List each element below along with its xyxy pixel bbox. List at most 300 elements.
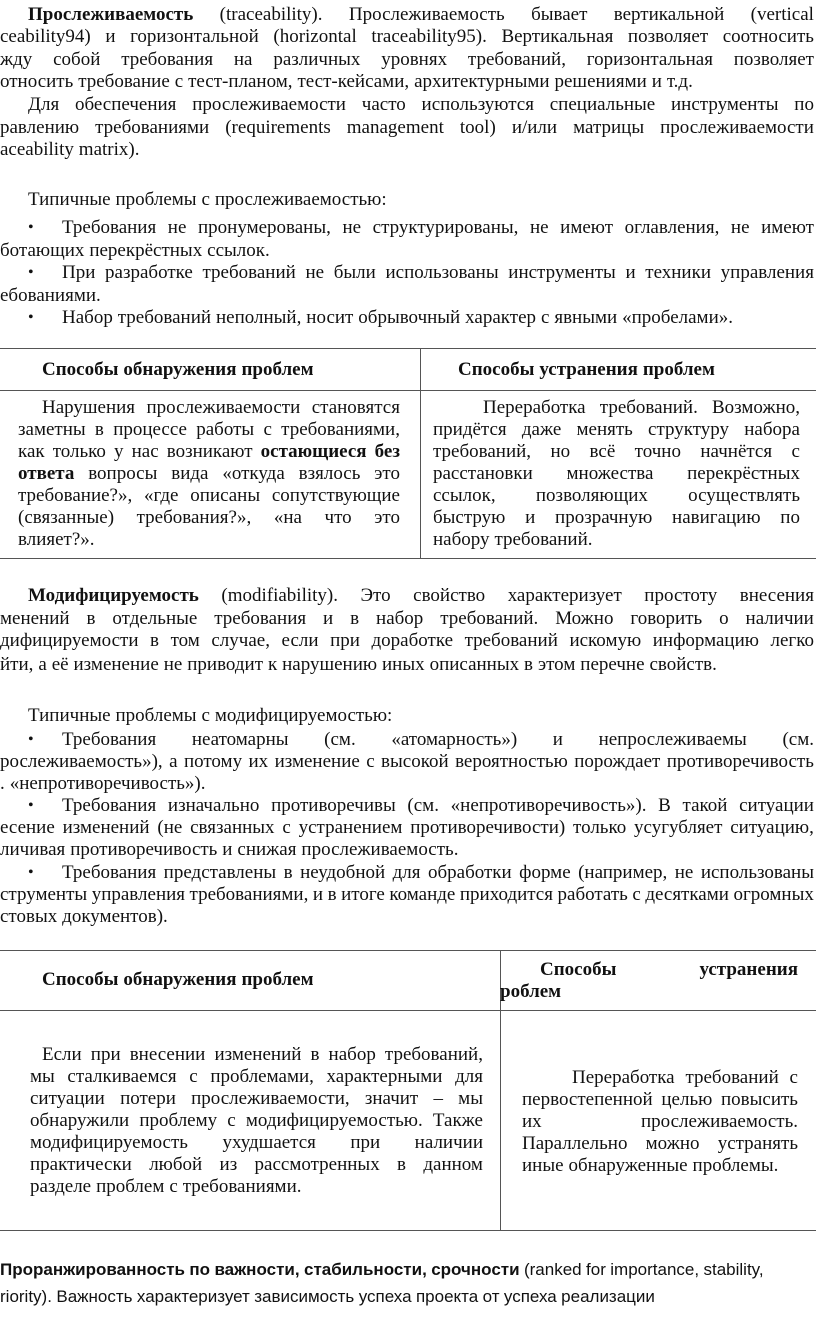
word: целью: [661, 1089, 713, 1110]
word: проблему: [139, 1110, 218, 1131]
word: с: [201, 189, 210, 210]
word: «непротиворечивость»).: [9, 773, 206, 794]
word: Проранжированность: [0, 1260, 185, 1279]
word: техники: [645, 262, 711, 283]
word: прослеживаемость.: [301, 839, 459, 860]
word: высокой: [381, 751, 449, 772]
word: проекта: [415, 1287, 479, 1306]
word: aceability: [0, 139, 74, 160]
word: в: [327, 884, 337, 905]
word: Типичные: [28, 705, 111, 726]
word: придётся: [433, 419, 507, 440]
word: йти,: [0, 654, 34, 675]
word: инструменты: [508, 262, 616, 283]
word: характеризует: [507, 585, 622, 606]
word: том: [170, 630, 200, 651]
word: итоге: [341, 884, 385, 905]
word: Можно: [555, 608, 614, 629]
t1-left-line: [18, 507, 400, 529]
word: что: [324, 507, 352, 528]
b2-line: [0, 839, 463, 861]
p1-line: [28, 4, 814, 26]
t1-right-line: [433, 485, 800, 507]
word: успеха: [503, 1287, 557, 1306]
word: Важность: [56, 1287, 133, 1306]
word: требований: [464, 630, 558, 651]
word: обнаруженные: [568, 1155, 688, 1176]
word: рассмотренных: [254, 1154, 380, 1175]
b2-line: [0, 817, 814, 839]
word: личивая: [0, 839, 66, 860]
word: менений: [0, 608, 70, 629]
word: Также: [432, 1110, 483, 1131]
word: проблем: [642, 359, 715, 380]
word: обработки: [427, 862, 512, 883]
word: требований: [117, 307, 212, 328]
word: тест-кейсами,: [297, 71, 410, 92]
word: пронумерованы,: [197, 217, 331, 238]
word: собой: [53, 49, 101, 70]
b1-line: [0, 285, 106, 307]
word: вероятностью: [455, 751, 568, 772]
word: ситуации: [30, 1088, 105, 1109]
word: приводит: [187, 654, 264, 675]
word: Прослеживаемость: [348, 4, 505, 25]
word: сопутствующие: [271, 485, 400, 506]
word: с: [169, 1176, 178, 1197]
word: (traceability).: [219, 4, 323, 25]
word: остающиеся: [260, 441, 367, 462]
table2-top-border: [0, 950, 816, 951]
word: модифицируемостью.: [245, 1110, 423, 1131]
word: снижая: [237, 839, 297, 860]
word: требований.: [440, 608, 539, 629]
word: вида: [171, 463, 209, 484]
word: к: [267, 654, 278, 675]
bullet-icon: •: [28, 797, 34, 814]
word: и: [625, 262, 636, 283]
word: такой: [682, 795, 728, 816]
word: ссылок.: [207, 240, 270, 261]
b1-line: [62, 262, 814, 284]
p3-line: [0, 630, 814, 652]
word: говорить: [630, 608, 703, 629]
word: равлению: [0, 117, 80, 138]
word: порождает: [574, 751, 661, 772]
word: описаны: [190, 485, 261, 506]
word: (связанные): [18, 507, 115, 528]
word: неатомарны: [191, 729, 289, 750]
word: по: [780, 507, 800, 528]
word: с: [540, 307, 550, 328]
word: непрослеживаемы: [598, 729, 747, 750]
p2-line: [0, 139, 144, 161]
word: требования: [121, 49, 214, 70]
table1-bottom-border: [0, 558, 816, 559]
word: потому: [183, 751, 243, 772]
word: при: [330, 630, 360, 651]
word: «где: [144, 485, 179, 506]
word: сталкиваемся: [67, 1066, 177, 1087]
t2-left-line: [30, 1066, 483, 1088]
word: в: [350, 608, 360, 629]
word: требований,: [467, 49, 566, 70]
word: из: [219, 1154, 238, 1175]
word: for: [586, 1260, 606, 1279]
word: (см.: [324, 729, 356, 750]
word: для: [392, 862, 421, 883]
word: Если: [42, 1044, 82, 1065]
word: Способы: [458, 359, 535, 380]
word: т.д.: [666, 71, 693, 92]
word: обрывочный: [358, 307, 461, 328]
b1-line: [0, 240, 275, 262]
t2-right-line: [522, 1155, 783, 1177]
word: не: [529, 217, 549, 238]
p4-line: [0, 1259, 768, 1281]
word: требования: [214, 608, 307, 629]
word: с: [282, 817, 291, 838]
word: у: [114, 441, 124, 462]
word: требований: [685, 1067, 779, 1088]
p1-line: [0, 26, 814, 48]
word: прослеживаемости: [146, 397, 301, 418]
t1-left-line: [42, 397, 400, 419]
word: есение: [0, 817, 55, 838]
t2-left-line: [30, 1154, 483, 1176]
bullet-icon: •: [28, 864, 34, 881]
word: быструю: [433, 507, 506, 528]
word: стовых: [0, 906, 58, 927]
word: отдельные: [112, 608, 198, 629]
word: –: [433, 1088, 443, 1109]
word: ссылок,: [433, 485, 496, 506]
word: traceability95).: [371, 26, 487, 47]
word: Это: [360, 585, 391, 606]
word: начнётся: [700, 441, 773, 462]
word: даже: [521, 419, 562, 440]
word: и: [312, 884, 324, 905]
word: «непротиворечивость»).: [450, 795, 647, 816]
word: это: [374, 507, 400, 528]
word: проблем: [241, 969, 314, 990]
word: процессе: [113, 419, 187, 440]
word: это: [374, 463, 400, 484]
word: успеха: [358, 1287, 412, 1306]
word: иных: [382, 654, 425, 675]
t2-right-line: [522, 1111, 798, 1133]
word: Способы: [42, 969, 119, 990]
word: архитектурными: [414, 71, 550, 92]
word: не: [674, 862, 694, 883]
word: позволяющих: [535, 485, 648, 506]
b2-line: [0, 773, 210, 795]
t1-head-line: [42, 359, 318, 381]
word: можно: [645, 1133, 700, 1154]
word: разработке: [105, 262, 193, 283]
word: представлены: [163, 862, 277, 883]
word: изначально: [167, 795, 260, 816]
t2-left-line: [30, 1176, 306, 1198]
word: устранением: [298, 817, 403, 838]
word: (например,: [578, 862, 668, 883]
word: ситуацию,: [730, 817, 814, 838]
word: требованиями: [95, 117, 210, 138]
word: в: [524, 654, 534, 675]
word: данном: [423, 1154, 483, 1175]
word: десятками: [645, 884, 729, 905]
table2-header-border: [0, 1010, 816, 1011]
word: «атомарность»): [391, 729, 518, 750]
word: с: [189, 1066, 198, 1087]
b2-line: [0, 751, 814, 773]
table1-column-divider: [420, 348, 421, 558]
word: использованы: [385, 262, 499, 283]
b1-line: [62, 217, 814, 239]
b2-line: [0, 884, 814, 906]
word: management: [346, 117, 444, 138]
p3-line: [0, 654, 722, 676]
word: свойств.: [649, 654, 717, 675]
word: вертикальной: [613, 4, 725, 25]
word: с: [227, 1110, 236, 1131]
word: устранения: [699, 959, 798, 980]
b2-line: [0, 906, 173, 928]
word: структуру: [648, 419, 730, 440]
table1-header-border: [0, 390, 816, 391]
table2-bottom-border: [0, 1230, 816, 1231]
word: для: [455, 1066, 483, 1087]
word: matrix).: [78, 139, 140, 160]
t2-head-right-line: [540, 959, 798, 981]
word: управления: [720, 262, 814, 283]
word: зависимость: [254, 1287, 355, 1306]
word: требованиями.: [182, 1176, 302, 1197]
word: прослеживаемость.: [640, 1111, 798, 1132]
word: изменений: [214, 1044, 302, 1065]
word: носит: [306, 307, 354, 328]
word: потери: [120, 1088, 176, 1109]
word: не: [163, 654, 183, 675]
word: требование: [78, 71, 170, 92]
word: importance,: [610, 1260, 700, 1279]
word: этом: [537, 654, 576, 675]
word: огромных: [733, 884, 814, 905]
t1-left-line: [18, 485, 400, 507]
word: имеют: [560, 217, 614, 238]
word: стабильности,: [303, 1260, 427, 1279]
word: (ranked: [523, 1260, 582, 1279]
word: первостепенной: [522, 1089, 653, 1110]
word: точно: [634, 441, 681, 462]
word: Переработка: [483, 397, 586, 418]
word: обеспечения: [74, 94, 177, 115]
word: (vertical: [750, 4, 814, 25]
word: требований,: [384, 1044, 483, 1065]
word: повысить: [721, 1089, 798, 1110]
word: тест-планом,: [188, 71, 293, 92]
word: Возможно,: [711, 397, 800, 418]
p1-line: [0, 49, 814, 71]
t1-head-line: [458, 359, 720, 381]
word: модифицируемость: [30, 1132, 188, 1153]
word: от: [482, 1287, 500, 1306]
word: в: [283, 862, 293, 883]
word: Типичные: [28, 189, 111, 210]
word: усугубляет: [634, 817, 723, 838]
t1-right-line: [433, 463, 800, 485]
word: влияет?».: [18, 529, 95, 550]
word: Параллельно: [522, 1133, 628, 1154]
word: противоречивости): [410, 817, 566, 838]
word: навигацию: [672, 507, 761, 528]
word: по: [794, 94, 814, 115]
word: различных: [273, 49, 361, 70]
word: и: [552, 729, 563, 750]
word: менять: [576, 419, 633, 440]
word: часто: [361, 94, 406, 115]
word: только: [52, 441, 106, 462]
word: требования?»,: [136, 507, 252, 528]
word: приходится: [459, 884, 553, 905]
word: проблем: [96, 1176, 165, 1197]
word: (см.: [782, 729, 814, 750]
word: Переработка: [572, 1067, 675, 1088]
word: в: [310, 1044, 320, 1065]
word: в: [86, 608, 96, 629]
word: осуществлять: [688, 485, 800, 506]
t2-head-right-line: [500, 981, 566, 1003]
word: проблемы: [115, 189, 197, 210]
t2-right-line: [522, 1133, 798, 1155]
p1-line: [0, 71, 698, 93]
t2-head-left-line: [42, 969, 318, 991]
p3-line: [0, 608, 814, 630]
word: (см.: [407, 795, 439, 816]
word: искомую: [569, 630, 642, 651]
word: Набор: [62, 307, 113, 328]
word: требований.: [599, 397, 698, 418]
b2-line: [62, 795, 814, 817]
word: описанных: [429, 654, 520, 675]
word: заметны: [18, 419, 86, 440]
word: по: [189, 1260, 211, 1279]
word: обнаружения: [123, 359, 237, 380]
t2-left-line: [30, 1132, 483, 1154]
word: оглавления,: [624, 217, 720, 238]
word: расстановки: [433, 463, 533, 484]
word: а: [38, 654, 47, 675]
word: взялось: [298, 463, 361, 484]
b2-line: [62, 729, 814, 751]
word: обнаружили: [30, 1110, 130, 1131]
b2-line: [62, 862, 814, 884]
word: и: [222, 839, 233, 860]
word: перекрёстных: [89, 240, 203, 261]
word: множества: [566, 463, 654, 484]
word: наличии: [414, 1132, 483, 1153]
table1-top-border: [0, 348, 816, 349]
word: разделе: [30, 1176, 92, 1197]
word: в: [94, 419, 104, 440]
word: нас: [131, 441, 159, 462]
p2-line: [0, 117, 814, 139]
word: иные: [522, 1155, 564, 1176]
word: При: [62, 262, 96, 283]
word: (modifiability).: [221, 585, 338, 606]
word: характер: [465, 307, 537, 328]
word: внесения: [739, 585, 814, 606]
word: команде: [389, 884, 456, 905]
word: жду: [0, 49, 33, 70]
word: нарушению: [282, 654, 378, 675]
word: с: [366, 751, 375, 772]
word: возникают: [166, 441, 253, 462]
word: форме: [519, 862, 571, 883]
t2-right-line: [522, 1089, 798, 1111]
word: требование?»,: [18, 485, 133, 506]
t2-left-line: [30, 1110, 483, 1132]
word: имеют: [761, 217, 814, 238]
t1-right-line: [433, 441, 800, 463]
word: при: [350, 1132, 381, 1153]
word: проблем: [241, 359, 314, 380]
word: её: [51, 654, 69, 675]
t1-left-line: [18, 419, 400, 441]
word: ситуации: [739, 795, 814, 816]
word: соотносить: [722, 26, 814, 47]
word: не: [342, 217, 362, 238]
word: неполный,: [216, 307, 302, 328]
word: бывает: [531, 4, 588, 25]
word: Способы: [42, 359, 119, 380]
word: проблемы.: [692, 1155, 779, 1176]
word: их: [248, 751, 269, 772]
p4-line: [0, 1286, 659, 1308]
word: набору: [433, 529, 490, 550]
word: рослеживаемость»),: [0, 751, 163, 772]
word: на: [233, 49, 253, 70]
word: связанных: [190, 817, 275, 838]
t1-left-line: [18, 529, 99, 551]
word: «пробелами».: [622, 307, 733, 328]
word: Требования: [62, 217, 157, 238]
word: без: [374, 441, 400, 462]
word: Вертикальная: [501, 26, 614, 47]
word: В: [658, 795, 671, 816]
word: с: [174, 71, 184, 92]
word: в: [397, 1154, 407, 1175]
word: набор: [376, 608, 424, 629]
t2-right-line: [572, 1067, 798, 1089]
word: и: [525, 507, 536, 528]
word: реализации: [561, 1287, 655, 1306]
word: устранять: [717, 1133, 798, 1154]
word: инструменты: [671, 94, 779, 115]
b1-line: [62, 307, 738, 329]
word: прослеживаемостью:: [214, 189, 387, 210]
word: Требования: [62, 729, 157, 750]
t1-right-line: [433, 529, 597, 551]
word: струменты: [0, 884, 88, 905]
word: в: [150, 630, 160, 651]
word: и: [105, 26, 116, 47]
word: специальные: [549, 94, 656, 115]
word: ухудшается: [222, 1132, 316, 1153]
word: о: [719, 608, 729, 629]
word: только: [573, 817, 627, 838]
word: роблем: [500, 981, 562, 1002]
